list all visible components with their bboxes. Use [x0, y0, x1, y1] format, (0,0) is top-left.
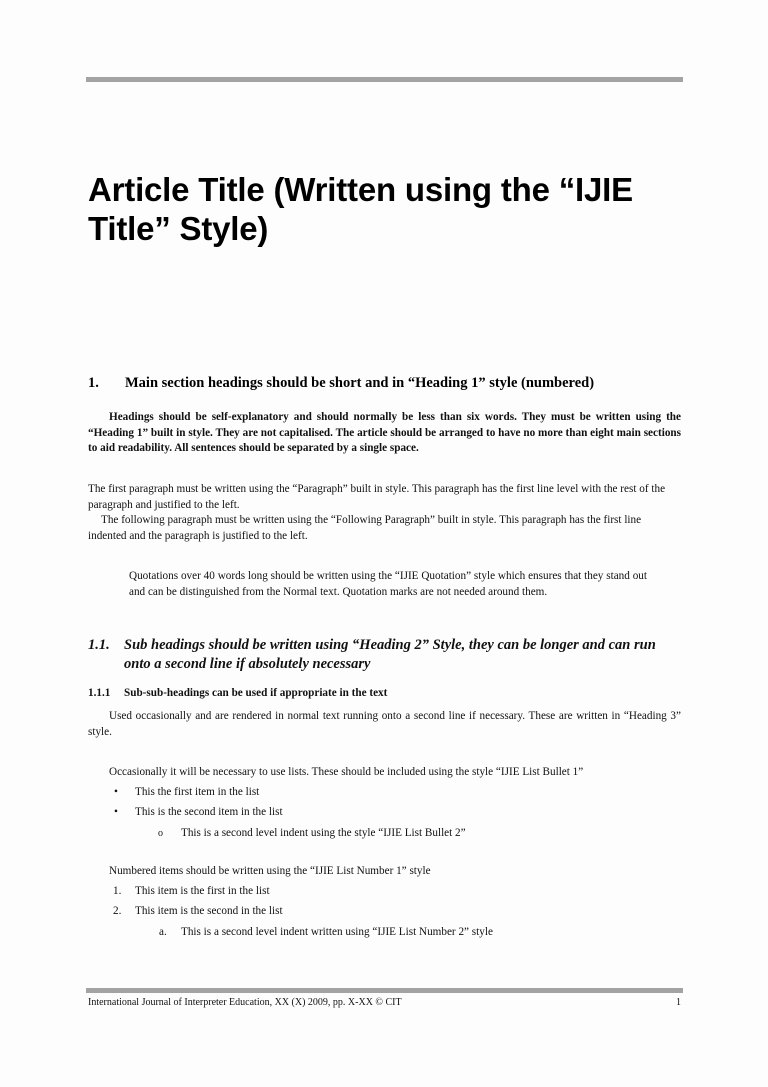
bullet-list-intro: Occasionally it will be necessary to use lists. These should be included using the style “IJIE List Bullet 1”	[109, 766, 584, 778]
list-number: 2.	[113, 905, 122, 917]
list-item-text: This is a second level indent written using “IJIE List Number 2” style	[181, 926, 493, 938]
list-item-text: This is a second level indent using the style “IJIE List Bullet 2”	[181, 827, 466, 839]
footer-citation: International Journal of Interpreter Education, XX (X) 2009, pp. X-XX © CIT	[88, 997, 402, 1008]
heading-1	[88, 374, 688, 392]
list-item-text: This is the second item in the list	[135, 806, 283, 818]
heading-2-line2: onto a second line if absolutely necessary	[124, 656, 371, 672]
heading-3-body-paragraph: Used occasionally and are rendered in normal text running onto a second line if necessary. These are written in “Heading 3” style.	[88, 710, 681, 738]
list-letter: a.	[159, 926, 167, 938]
heading-3	[88, 686, 688, 701]
page-number: 1	[676, 997, 681, 1008]
bullet-icon: •	[114, 786, 118, 798]
heading-1-number: 1.	[88, 375, 99, 391]
footer-rule	[86, 988, 683, 993]
heading-1-text: Main section headings should be short and in “Heading 1” style (numbered)	[125, 375, 595, 391]
heading-2-line1: Sub headings should be written using “Heading 2” Style, they can be longer and can run	[124, 637, 656, 653]
following-paragraph: The following paragraph must be written using the “Following Paragraph” built in style. This paragraph has the first line indented and the paragraph is justified to the left.	[88, 514, 642, 542]
numbered-list-intro: Numbered items should be written using the “IJIE List Number 1” style	[109, 865, 431, 877]
first-paragraph: The first paragraph must be written using the “Paragraph” built in style. This paragraph has the first line level with the rest of the paragraph and justified to the left.	[88, 483, 666, 511]
bullet-icon: •	[114, 806, 118, 818]
header-rule	[86, 77, 683, 82]
quotation-block: Quotations over 40 words long should be written using the “IJIE Quotation” style which ensures that they stand out and can be distinguished from the Normal text. Quotation marks are not needed around them.	[129, 570, 647, 598]
abstract-paragraph: Headings should be self-explanatory and should normally be less than six words. They must be written using the “Heading 1” built in style. They are not capitalised. The article should be arranged to have no more than eight main sections to aid readability. All sentences should be separated by a single space.	[88, 411, 681, 454]
heading-2	[88, 636, 688, 674]
list-item-text: This item is the first in the list	[135, 885, 270, 897]
heading-2-number: 1.1.	[88, 637, 110, 653]
heading-3-number: 1.1.1	[88, 687, 111, 699]
hollow-bullet-icon: o	[158, 828, 163, 839]
heading-3-text: Sub-sub-headings can be used if appropriate in the text	[124, 687, 388, 699]
list-item-text: This the first item in the list	[135, 786, 260, 798]
list-item-text: This item is the second in the list	[135, 905, 283, 917]
article-title: Article Title (Written using the “IJIE Title” Style)	[88, 171, 633, 247]
list-number: 1.	[113, 885, 122, 897]
